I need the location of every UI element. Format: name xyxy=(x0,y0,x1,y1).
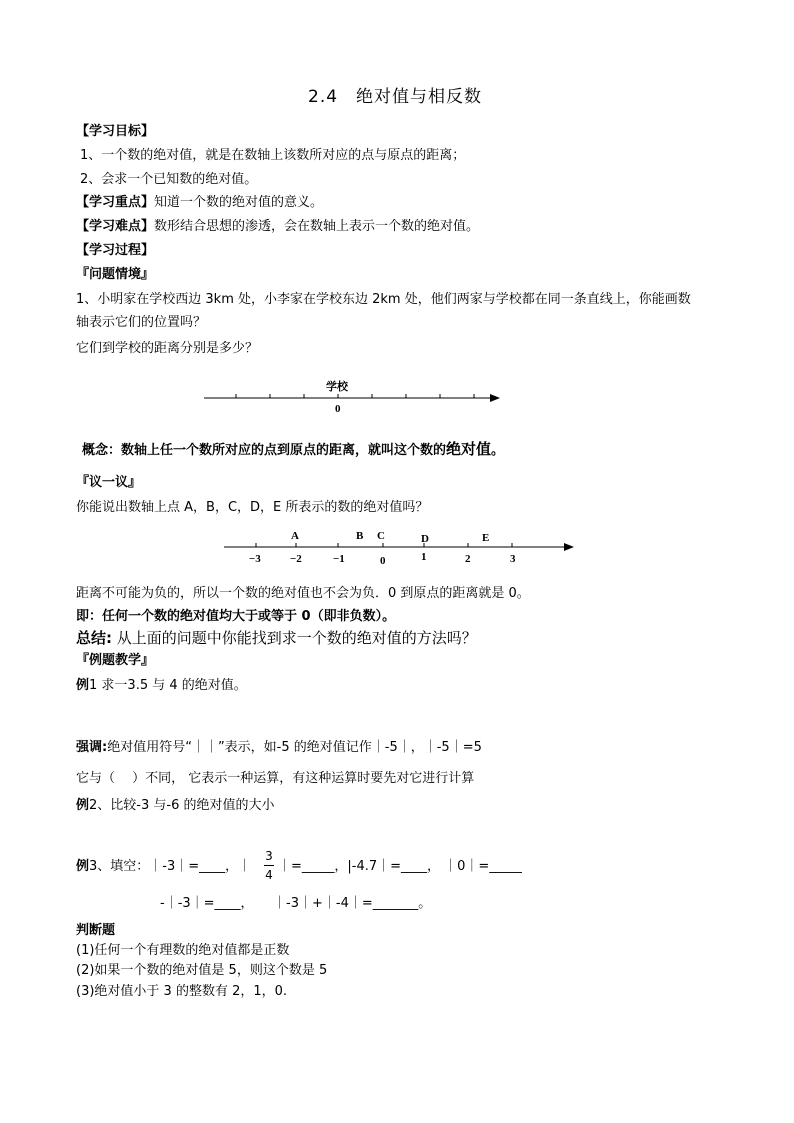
objectives-heading: 【学习目标】 xyxy=(76,124,155,139)
judge-item-2: (2)如果一个数的绝对值是 5，则这个数是 5 xyxy=(76,963,328,978)
tick-label-neg1: −1 xyxy=(333,553,345,565)
point-label-c: C xyxy=(377,530,385,542)
judge-heading: 判断题 xyxy=(76,923,116,938)
situation-q2: 它们到学校的距离分别是多少？ xyxy=(76,341,259,356)
example-1-text: 1 求一3.5 与 4 的绝对值。 xyxy=(89,678,247,693)
example-3-prefix-line xyxy=(76,858,251,876)
process-heading: 【学习过程】 xyxy=(76,243,155,258)
objective-2: 2、会求一个已知数的绝对值。 xyxy=(80,172,258,187)
summary-label: 总结: xyxy=(76,629,112,647)
judge-item-1: (1)任何一个有理数的绝对值都是正数 xyxy=(76,943,290,958)
example-3-prefix: 3、填空：｜-3｜=____，｜ xyxy=(89,859,252,874)
page-title: 2.4 绝对值与相反数 xyxy=(308,87,483,107)
fraction-denominator: 4 xyxy=(265,868,273,882)
example-3-label: 例 xyxy=(76,859,90,874)
tick-label-3: 3 xyxy=(510,553,516,565)
example-2-label: 例 xyxy=(76,798,90,813)
tick-label-neg2: −2 xyxy=(290,553,302,565)
key-point-line xyxy=(76,194,323,212)
tick-label-2: 2 xyxy=(465,553,471,565)
conclusion: 即：任何一个数的绝对值均大于或等于 0（即非负数）。 xyxy=(76,609,396,624)
emphasis-text: 绝对值用符号“｜｜”表示，如-5 的绝对值记作｜-5｜，｜-5｜=5 xyxy=(107,740,482,755)
tick-label-0: 0 xyxy=(380,555,386,567)
tick-label-1: 1 xyxy=(421,551,427,563)
emphasis-label: 强调: xyxy=(76,740,108,755)
tick-label-neg3: −3 xyxy=(249,553,261,565)
example-1 xyxy=(76,677,247,695)
number-line-school xyxy=(198,374,508,420)
point-label-a: A xyxy=(291,530,299,542)
judge-item-3: (3)绝对值小于 3 的整数有 2，1，0. xyxy=(76,984,288,999)
difficulty-heading: 【学习难点】 xyxy=(76,219,155,234)
example-3-line-2: -｜-3｜=____， ｜-3｜+｜-4｜=_______。 xyxy=(160,896,432,911)
example-1-label: 例 xyxy=(76,678,90,693)
summary-line xyxy=(76,628,477,648)
situation-q1-line2: 轴表示它们的位置吗？ xyxy=(76,315,207,330)
fraction-numerator: 3 xyxy=(265,849,273,863)
point-label-e: E xyxy=(482,532,490,544)
concept-text: 数轴上任一个数所对应的点到原点的距离，就叫这个数的 xyxy=(121,443,447,458)
fraction-bar xyxy=(264,865,274,866)
concept-label: 概念： xyxy=(82,443,122,458)
concept-line xyxy=(82,440,504,460)
difficulty-text: 数形结合思想的渗透，会在数轴上表示一个数的绝对值。 xyxy=(154,219,480,234)
example-2-text: 2、比较-3 与-6 的绝对值的大小 xyxy=(89,798,275,813)
emphasis-line-2: 它与（ ）不同， 它表示一种运算，有这种运算时要先对它进行计算 xyxy=(76,771,475,786)
discuss-question: 你能说出数轴上点 A，B，C，D，E 所表示的数的绝对值吗？ xyxy=(76,500,429,515)
summary-text: 从上面的问题中你能找到求一个数的绝对值的方法吗？ xyxy=(116,629,477,647)
difficulty-line xyxy=(76,218,479,236)
emphasis-line xyxy=(76,739,482,757)
origin-label: 0 xyxy=(335,403,341,415)
key-point-heading: 【学习重点】 xyxy=(76,195,155,210)
number-line-points xyxy=(218,526,580,570)
school-label: 学校 xyxy=(326,380,348,393)
objective-1: 1、一个数的绝对值，就是在数轴上该数所对应的点与原点的距离； xyxy=(80,148,466,163)
example-3-suffix: ｜=_____，|-4.7｜=____， ｜0｜=_____ xyxy=(278,859,522,874)
distance-note: 距离不可能为负的，所以一个数的绝对值也不会为负．0 到原点的距离就是 0。 xyxy=(76,586,530,601)
concept-end: 。 xyxy=(491,443,505,458)
key-point-text: 知道一个数的绝对值的意义。 xyxy=(154,195,324,210)
situation-heading: 『问题情境』 xyxy=(76,267,155,282)
point-label-b: B xyxy=(356,530,364,542)
situation-q1-line1: 1、小明家在学校西边 3km 处，小李家在学校东边 2km 处，他们两家与学校都在同一条直线上，你能画数 xyxy=(76,292,691,307)
examples-heading: 『例题教学』 xyxy=(76,653,155,668)
discuss-heading: 『议一议』 xyxy=(76,475,142,490)
example-2 xyxy=(76,797,274,815)
point-label-d: D xyxy=(421,533,429,545)
concept-term: 绝对值 xyxy=(446,440,492,458)
